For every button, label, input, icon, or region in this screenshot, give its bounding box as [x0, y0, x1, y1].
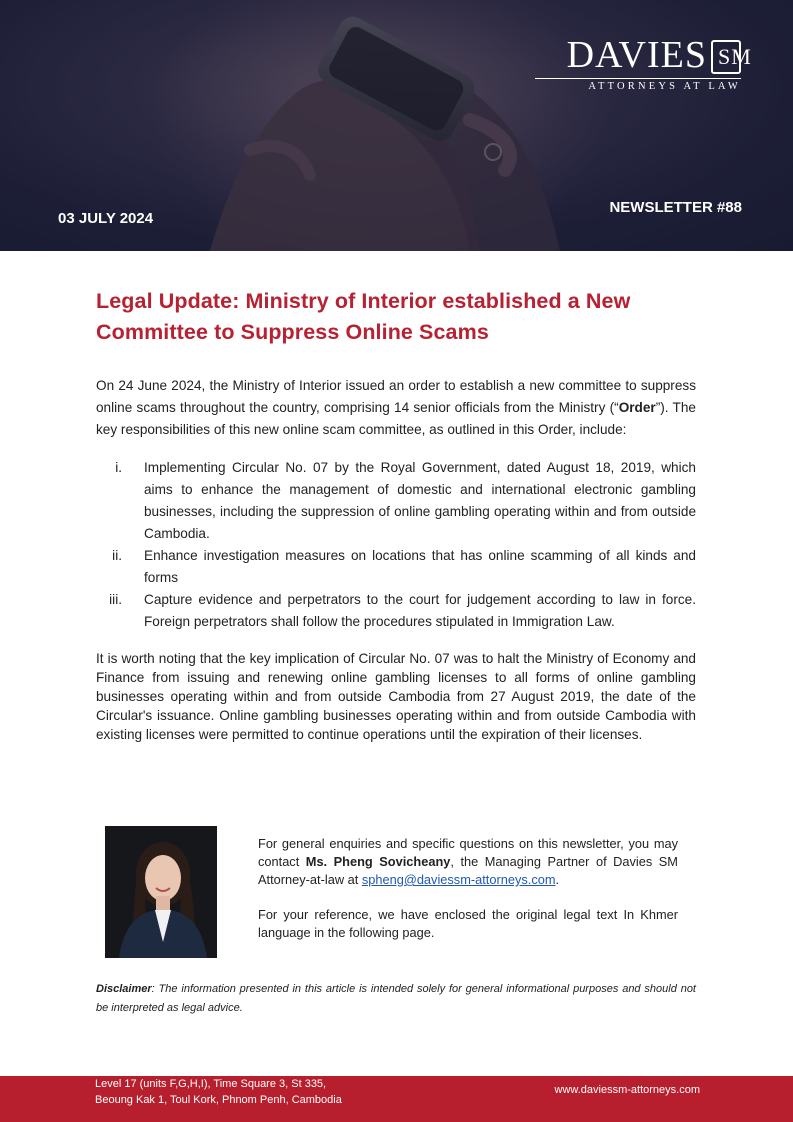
disclaimer-label: Disclaimer	[96, 983, 152, 995]
enquiries-paragraph: For general enquiries and specific questions on this newsletter, you may contact Ms. Pheng Sovicheany, the Managing Partner of Davies SM Attorney-at-law at spheng@daviessm-attorneys.com.	[258, 836, 678, 887]
list-item: i. Implementing Circular No. 07 by the Royal Government, dated August 18, 2019, which aims to enhance the management of domestic and international electronic gambling businesses, including the suppression of online gambling operating within and from outside Cambodia.	[115, 460, 696, 541]
disclaimer: Disclaimer: The information presented in this article is intended solely for general informational purposes and should not be interpreted as legal advice.	[96, 983, 696, 1014]
issue-date: 03 JULY 2024	[58, 210, 154, 227]
logo-wordmark: DAVIES	[566, 34, 707, 76]
reference-paragraph: For your reference, we have enclosed the original legal text In Khmer language in the following page.	[258, 907, 678, 940]
article-body	[96, 286, 696, 744]
article-title: Legal Update: Ministry of Interior established a New Committee to Suppress Online Scams	[96, 289, 631, 344]
page-footer	[0, 1076, 793, 1122]
list-item: iii. Capture evidence and perpetrators to the court for judgement according to law in force. Foreign perpetrators shall follow the procedures stipulated in Immigration Law.	[109, 592, 696, 629]
davies-logo	[531, 34, 752, 92]
implication-paragraph: It is worth noting that the key implication of Circular No. 07 was to halt the Ministry of Economy and Finance from issuing and renewing online gambling licenses to all forms of online gambling businesses operating within and from outside Cambodia from 27 August 2019, the date of the Circular's issuance. Online gambling businesses operating within and from outside Cambodia with existing licenses were permitted to continue operations until the expiration of their licenses.	[96, 651, 696, 742]
footer-address: Level 17 (units F,G,H,I), Time Square 3, St 335, Beoung Kak 1, Toul Kork, Phnom Penh, Cambodia	[95, 1078, 342, 1106]
contact-email-link[interactable]: spheng@daviessm-attorneys.com	[361, 872, 556, 887]
newsletter-number: NEWSLETTER #88	[609, 199, 742, 216]
logo-divider	[535, 78, 741, 79]
order-term: Order	[618, 400, 656, 415]
intro-paragraph: On 24 June 2024, the Ministry of Interior issued an order to establish a new committee to suppress online scams throughout the country, comprising 14 senior officials from the Ministry (“Order”). The key responsibilities of this new online scam committee, as outlined in this Order, include:	[96, 378, 696, 437]
contact-portrait	[105, 826, 217, 958]
logo-tagline: ATTORNEYS AT LAW	[588, 81, 741, 92]
contact-name: Ms. Pheng Sovicheany	[305, 854, 451, 869]
header-banner	[0, 0, 793, 251]
list-item: ii. Enhance investigation measures on locations that has online scamming of all kinds and forms	[112, 548, 696, 585]
contact-info	[258, 835, 678, 942]
logo-monogram-icon: SM	[711, 40, 741, 74]
responsibilities-list	[96, 457, 696, 633]
footer-website-link[interactable]: www.daviessm-attorneys.com	[554, 1084, 700, 1096]
